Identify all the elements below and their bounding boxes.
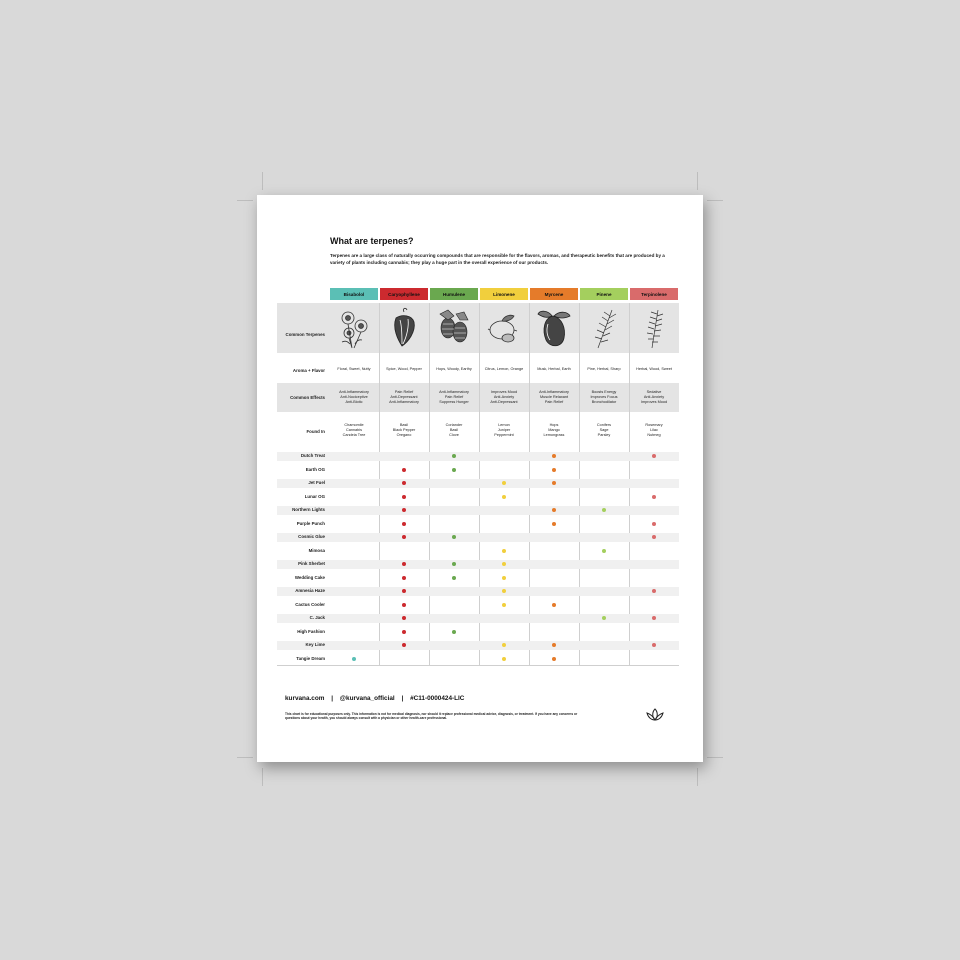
rosemary-icon (630, 303, 678, 353)
strain-row-band (277, 506, 679, 515)
strain-name: Lunar OG (304, 493, 325, 499)
aroma-cell: Herbal, Wood, Sweet (636, 367, 672, 371)
terpene-dot-limonene (502, 549, 506, 553)
aroma-cell: Hops, Woody, Earthy (436, 367, 472, 371)
strain-row-band (277, 560, 679, 569)
footer-separator: | (401, 695, 404, 702)
footer-disclaimer: This chart is for educational purposes only. This information is not for medical diagnosis, nor should it replace professional medical advice, diagnosis, or treatment. If you have any concerns or questions about your health, you should always consult with a physician or other health-care professional. (285, 712, 578, 721)
pine-needle-icon (580, 303, 628, 353)
effect-item: Anti-Biotic (345, 400, 363, 405)
crop-mark (697, 768, 698, 786)
terpene-dot-humulene (452, 468, 456, 472)
crop-mark (707, 757, 723, 758)
effects-cell (380, 390, 428, 406)
found-in-item: Candeia Tree (342, 433, 366, 438)
strain-name: Tangie Dream (296, 655, 325, 661)
terpene-dot-caryophyllene (402, 643, 406, 647)
found-in-item: Juniper (497, 428, 511, 433)
found-in-item: Coriander (445, 423, 463, 427)
strain-name: High Fashion (297, 628, 325, 634)
found-in-cell (430, 423, 478, 439)
terpene-dot-humulene (452, 576, 456, 580)
terpene-dot-myrcene (552, 643, 556, 647)
terpene-dot-caryophyllene (402, 535, 406, 539)
terpene-dot-caryophyllene (402, 603, 406, 607)
row-label-aroma-flavor: Aroma + Flavor (292, 368, 325, 373)
terpene-dot-caryophyllene (402, 630, 406, 634)
terpene-dot-limonene (502, 643, 506, 647)
strain-name: Cosmic Glue (298, 534, 325, 539)
terpene-dot-humulene (452, 454, 456, 458)
effect-item: Improves Focus (590, 395, 618, 400)
intro-paragraph: Terpenes are a large class of naturally occurring compounds that are responsible for the flavors, aromas, and therapeutic benefits that are produced by a variety of plants including cannabis; they play a huge part in the overall experience of our products. (330, 253, 665, 265)
effect-item: Bronchodilator (591, 400, 617, 405)
found-in-item: Conifers (596, 423, 612, 427)
terpene-dot-caryophyllene (402, 589, 406, 593)
row-label-common-terpenes: Common Terpenes (285, 332, 325, 337)
strain-name: Wedding Cake (294, 574, 325, 580)
terpene-dot-limonene (502, 481, 506, 485)
found-in-item: Mango (548, 428, 560, 433)
strain-row-band (277, 614, 679, 623)
footer-contact (285, 695, 464, 702)
terpene-dot-caryophyllene (402, 522, 406, 526)
strain-name: Northern Lights (292, 507, 325, 512)
effect-item: Anti-Inflammatory (539, 390, 569, 394)
terpene-dot-limonene (502, 603, 506, 607)
strain-row-band (277, 533, 679, 542)
found-in-item: Hops (549, 423, 559, 427)
page-title: What are terpenes? (330, 236, 414, 246)
terpene-dot-humulene (452, 562, 456, 566)
terpene-header-limonene: Limonene (480, 288, 528, 300)
terpene-header-caryophyllene: Caryophyllene (380, 288, 428, 300)
strain-row-band (277, 641, 679, 650)
terpene-dot-terpinolene (652, 616, 656, 620)
terpene-dot-terpinolene (652, 522, 656, 526)
crop-mark (262, 768, 263, 786)
strain-name: Purple Punch (296, 520, 325, 526)
terpene-dot-pinene (602, 508, 606, 512)
effect-item: Pain Relief (544, 400, 564, 405)
found-in-item: Lemon (498, 423, 510, 427)
footer-separator: | (331, 695, 334, 702)
effect-item: Pain Relief (394, 390, 414, 394)
effects-cell (480, 390, 528, 406)
aroma-cell: Pine, Herbal, Sharp (587, 367, 621, 371)
found-in-cell (580, 423, 628, 439)
effect-item: Anti-Depressant (390, 395, 418, 400)
effect-item: Improves Mood (640, 400, 668, 405)
aroma-cell: Citrus, Lemon, Orange (484, 367, 524, 371)
found-in-item: Basil (399, 423, 409, 427)
effect-item: Anti-Nociceptive (340, 395, 368, 400)
terpene-dot-caryophyllene (402, 508, 406, 512)
terpene-dot-pinene (602, 616, 606, 620)
terpene-dot-myrcene (552, 454, 556, 458)
found-in-item: Clove (449, 433, 459, 438)
terpene-dot-caryophyllene (402, 481, 406, 485)
found-in-item: Oregano (396, 433, 412, 438)
found-in-item: Sage (599, 428, 609, 433)
terpene-dot-terpinolene (652, 643, 656, 647)
terpene-dot-myrcene (552, 603, 556, 607)
terpene-dot-terpinolene (652, 589, 656, 593)
terpene-dot-limonene (502, 657, 506, 661)
effect-item: Pain Relief (444, 395, 464, 400)
effect-item: Anti-Depressant (490, 400, 518, 405)
table-bottom-rule (277, 665, 679, 666)
terpene-dot-myrcene (552, 468, 556, 472)
terpene-dot-humulene (452, 535, 456, 539)
strain-name: Jet Fuel (308, 480, 325, 485)
mango-icon (530, 303, 578, 353)
strain-row-band (277, 479, 679, 488)
crop-mark (237, 757, 253, 758)
terpene-header-bisabolol: Bisabolol (330, 288, 378, 300)
terpene-dot-myrcene (552, 481, 556, 485)
strain-name: Key Lime (305, 642, 325, 647)
footer-license: #C11-0000424-LIC (410, 695, 465, 702)
aroma-cell: Floral, Sweet, Nutty (337, 367, 371, 371)
terpene-header-pinene: Pinene (580, 288, 628, 300)
strain-row-band (277, 452, 679, 461)
aroma-cell: Spice, Wood, Pepper (386, 367, 422, 371)
found-in-cell (630, 423, 678, 439)
found-in-item: Black Pepper (392, 428, 416, 433)
terpene-dot-terpinolene (652, 535, 656, 539)
strain-name: Amnesia Haze (295, 588, 325, 593)
effect-item: Anti-Inflammatory (339, 390, 369, 394)
crop-mark (262, 172, 263, 190)
effects-cell (580, 390, 628, 406)
found-in-cell (330, 423, 378, 439)
terpene-dot-myrcene (552, 508, 556, 512)
lemon-icon (480, 303, 528, 353)
found-in-cell (380, 423, 428, 439)
row-label-found-in: Found In (306, 429, 325, 434)
effects-cell (630, 390, 678, 406)
crop-mark (707, 200, 723, 201)
found-in-item: Lilac (650, 428, 658, 433)
effect-item: Anti-Inflammatory (389, 400, 419, 405)
effect-item: Anti-Anxiety (643, 395, 665, 400)
terpene-dot-terpinolene (652, 495, 656, 499)
terpene-dot-bisabolol (352, 657, 356, 661)
strain-name: Earth OG (305, 466, 325, 472)
pepper-icon (380, 303, 428, 353)
chamomile-flower-icon (330, 303, 378, 353)
terpene-dot-limonene (502, 589, 506, 593)
found-in-item: Rosemary (645, 423, 663, 427)
found-in-cell (480, 423, 528, 439)
terpene-dot-caryophyllene (402, 468, 406, 472)
found-in-item: Nutmeg (647, 433, 661, 438)
terpene-dot-caryophyllene (402, 495, 406, 499)
found-in-item: Peppermint (494, 433, 514, 438)
row-label-common-effects: Common Effects (290, 395, 325, 400)
strain-name: Dutch Treat (300, 453, 325, 458)
found-in-cell (530, 423, 578, 439)
footer-website: kurvana.com (285, 695, 325, 702)
terpene-dot-limonene (502, 495, 506, 499)
terpene-dot-caryophyllene (402, 576, 406, 580)
found-in-item: Lemongrass (543, 433, 565, 438)
terpene-header-terpinolene: Terpinolene (630, 288, 678, 300)
terpene-dot-terpinolene (652, 454, 656, 458)
terpene-dot-limonene (502, 576, 506, 580)
terpene-header-myrcene: Myrcene (530, 288, 578, 300)
terpene-dot-myrcene (552, 657, 556, 661)
strain-name: Pink Sherbet (298, 561, 325, 566)
terpene-dot-limonene (502, 562, 506, 566)
terpene-dot-caryophyllene (402, 616, 406, 620)
found-in-item: Basil (449, 428, 459, 433)
hops-icon (430, 303, 478, 353)
terpene-dot-humulene (452, 630, 456, 634)
effects-cell (430, 390, 478, 406)
terpene-dot-myrcene (552, 522, 556, 526)
found-in-item: Parsley (597, 433, 611, 438)
effect-item: Sedative (646, 390, 662, 394)
crop-mark (697, 172, 698, 190)
effects-cell (330, 390, 378, 406)
found-in-item: Cannabis (345, 428, 363, 433)
effect-item: Anti-Inflammatory (439, 390, 469, 394)
effect-item: Suppress Hunger (439, 400, 469, 405)
effect-item: Anti-Anxiety (493, 395, 515, 400)
effect-item: Improves Mood (490, 390, 518, 394)
footer-handle: @kurvana_official (339, 695, 395, 702)
strain-row-band (277, 587, 679, 596)
found-in-item: Chamomile (344, 423, 364, 427)
terpene-dot-pinene (602, 549, 606, 553)
effect-item: Muscle Relaxant (539, 395, 569, 400)
strain-name: C. Jack (309, 615, 325, 620)
terpene-header-humulene: Humulene (430, 288, 478, 300)
lotus-logo-icon (645, 708, 665, 722)
terpene-dot-caryophyllene (402, 562, 406, 566)
aroma-cell: Musk, Herbal, Earth (537, 367, 571, 371)
crop-mark (237, 200, 253, 201)
strain-name: Cactus Cooler (295, 601, 325, 607)
effects-cell (530, 390, 578, 406)
strain-name: Mimosa (308, 547, 325, 553)
document-page (257, 195, 703, 762)
effect-item: Boosts Energy (591, 390, 617, 394)
